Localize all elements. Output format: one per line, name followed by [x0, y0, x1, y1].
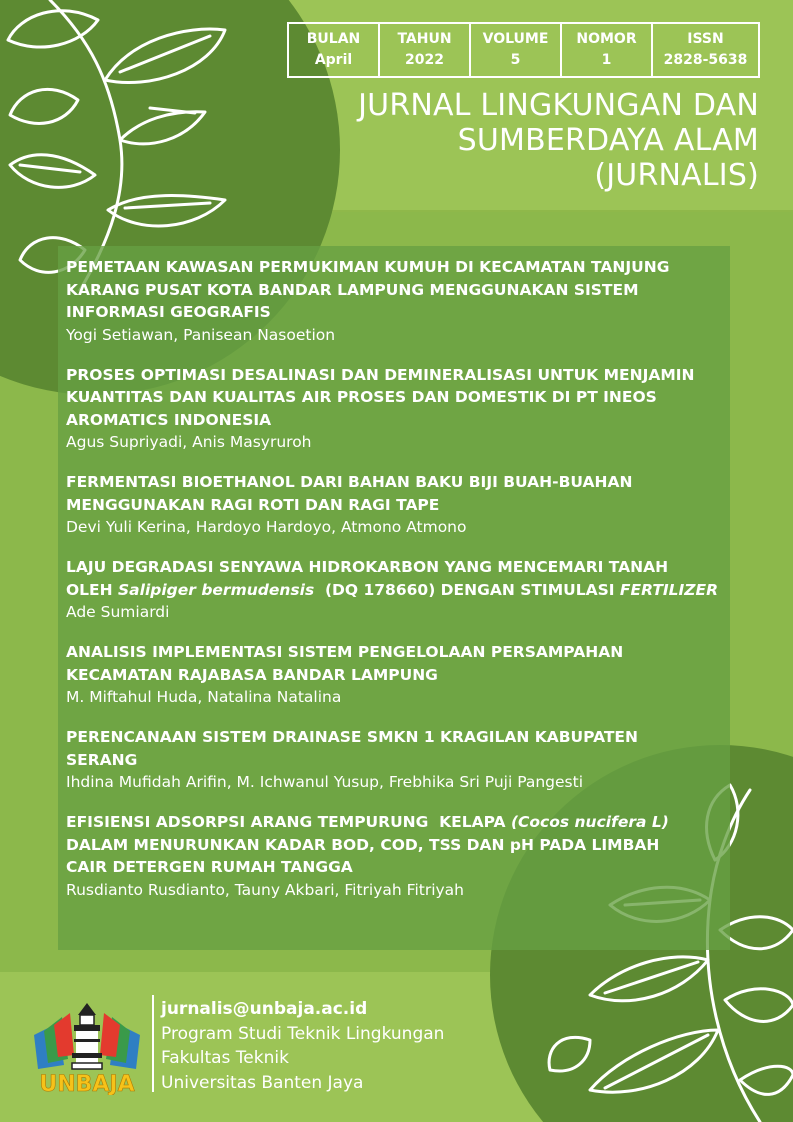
title-italic-segment: FERTILIZER — [619, 580, 719, 599]
article-title — [66, 256, 722, 324]
journal-title-line: SUMBERDAYA ALAM — [457, 123, 759, 158]
article-item[interactable] — [66, 641, 722, 708]
meta-issn — [651, 24, 758, 76]
title-line: DALAM MENURUNKAN KADAR BOD, COD, TSS DAN pH PADA LIMBAH — [66, 835, 660, 854]
title-line: KUANTITAS DAN KUALITAS AIR PROSES DAN DOMESTIK DI PT INEOS — [66, 388, 657, 406]
email-link[interactable]: jurnalis@unbaja.ac.id — [161, 999, 368, 1019]
article-title — [66, 726, 722, 771]
article-item[interactable] — [66, 256, 722, 346]
article-authors: Yogi Setiawan, Panisean Nasoetion — [66, 325, 336, 344]
article-item[interactable] — [66, 811, 722, 901]
meta-volume — [469, 24, 560, 76]
meta-number — [560, 24, 651, 76]
journal-title-line: JURNAL LINGKUNGAN DAN — [358, 88, 759, 123]
footer-divider — [152, 995, 154, 1092]
article-authors: Ihdina Mufidah Arifin, M. Ichwanul Yusup, Frebhika Sri Puji Pangesti — [66, 773, 584, 791]
species-name: (Cocos nucifera L) — [510, 813, 669, 831]
meta-month — [289, 24, 378, 76]
article-item[interactable] — [66, 364, 722, 454]
program-name: Program Studi Teknik Lingkungan — [161, 1023, 445, 1044]
title-line: CAIR DETERGEN RUMAH TANGGA — [66, 858, 353, 876]
article-title — [66, 641, 722, 686]
species-name: Salipiger bermudensis — [118, 580, 315, 599]
logo-text: UNBAJA — [39, 1072, 135, 1095]
title-line: PEMETAAN KAWASAN PERMUKIMAN KUMUH DI KECAMATAN TANJUNG — [66, 258, 670, 276]
article-authors: Rusdianto Rusdianto, Tauny Akbari, Fitriyah Fitriyah — [66, 880, 464, 899]
meta-label: BULAN — [306, 31, 361, 47]
title-line: MENGGUNAKAN RAGI ROTI DAN RAGI TAPE — [66, 495, 440, 514]
article-item[interactable] — [66, 556, 722, 623]
table-of-contents — [58, 246, 730, 950]
faculty-name: Fakultas Teknik — [161, 1048, 289, 1068]
title-line: KECAMATAN RAJABASA BANDAR LAMPUNG — [66, 665, 438, 684]
article-authors: Devi Yuli Kerina, Hardoyo Hardoyo, Atmono Atmono — [66, 518, 467, 536]
meta-value: April — [314, 52, 353, 68]
meta-value: 2828-5638 — [663, 52, 748, 68]
title-line: SERANG — [66, 750, 138, 769]
article-title — [66, 364, 722, 432]
article-authors: Agus Supriyadi, Anis Masyruroh — [66, 433, 312, 451]
article-title — [66, 556, 722, 601]
meta-label: VOLUME — [482, 31, 549, 47]
title-line: INFORMASI GEOGRAFIS — [66, 303, 271, 321]
title-segment: EFISIENSI ADSORPSI ARANG TEMPURUNG KELAPA — [66, 813, 511, 831]
meta-label: NOMOR — [576, 31, 637, 47]
title-line: KARANG PUSAT KOTA BANDAR LAMPUNG MENGGUNAKAN SISTEM — [66, 280, 639, 299]
title-line: AROMATICS INDONESIA — [66, 410, 272, 429]
meta-label: ISSN — [687, 31, 724, 47]
title-line: LAJU DEGRADASI SENYAWA HIDROKARBON YANG MENCEMARI TANAH — [66, 558, 669, 576]
unbaja-logo-icon — [28, 995, 146, 1095]
issue-info-table — [287, 22, 760, 78]
article-item[interactable] — [66, 726, 722, 793]
article-title — [66, 471, 722, 516]
article-title — [66, 811, 722, 879]
article-authors: Ade Sumiardi — [66, 603, 170, 621]
article-authors: M. Miftahul Huda, Natalina Natalina — [66, 688, 342, 706]
title-segment: OLEH — [66, 580, 119, 599]
title-line — [66, 811, 722, 834]
meta-value: 2022 — [405, 52, 444, 68]
title-line: PERENCANAAN SISTEM DRAINASE SMKN 1 KRAGILAN KABUPATEN — [66, 728, 638, 746]
contact-info — [161, 997, 444, 1095]
journal-title-line: (JURNALIS) — [594, 158, 759, 193]
title-segment: (DQ 178660) DENGAN STIMULASI — [314, 580, 620, 599]
title-line: ANALISIS IMPLEMENTASI SISTEM PENGELOLAAN PERSAMPAHAN — [66, 643, 624, 661]
title-line: PROSES OPTIMASI DESALINASI DAN DEMINERALISASI UNTUK MENJAMIN — [66, 365, 695, 384]
university-name: Universitas Banten Jaya — [161, 1072, 364, 1093]
meta-value: 5 — [510, 52, 521, 68]
journal-title — [279, 88, 759, 193]
title-line: FERMENTASI BIOETHANOL DARI BAHAN BAKU BIJI BUAH-BUAHAN — [66, 473, 633, 491]
meta-value: 1 — [601, 52, 612, 68]
article-item[interactable] — [66, 471, 722, 538]
meta-year — [378, 24, 469, 76]
meta-label: TAHUN — [397, 31, 452, 47]
title-line — [66, 579, 722, 602]
